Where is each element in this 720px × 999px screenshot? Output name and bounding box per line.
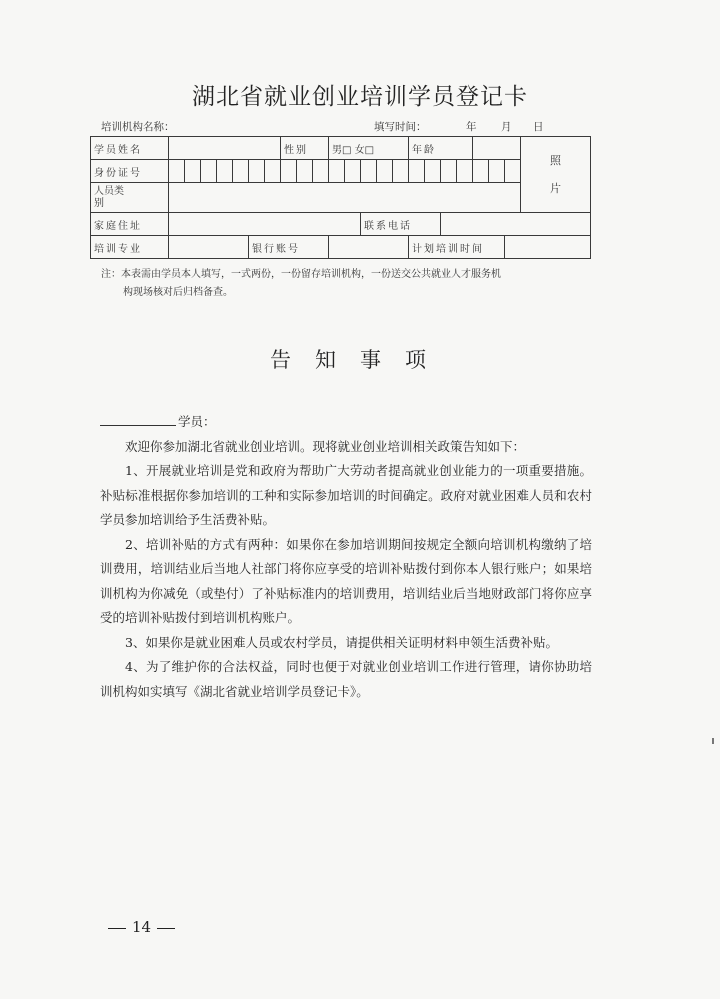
scan-edge-mark [712, 738, 714, 744]
id-digit-cell[interactable] [201, 160, 217, 183]
name-field[interactable] [169, 137, 281, 160]
id-digit-cell[interactable] [169, 160, 185, 183]
id-digit-cell[interactable] [329, 160, 345, 183]
major-field[interactable] [169, 236, 249, 259]
category-field[interactable] [169, 183, 521, 213]
address-label: 家庭住址 [91, 213, 169, 236]
fill-time-label: 填写时间： [374, 121, 427, 133]
id-digit-cell[interactable] [393, 160, 409, 183]
month-label: 月 [501, 121, 512, 133]
page-number-dash-right [157, 928, 175, 929]
planned-time-label: 计划培训时间 [409, 236, 505, 259]
note-line-2: 构现场核对后归档备查。 [123, 287, 233, 298]
notice-title: 告知事项 [270, 348, 450, 372]
paragraph-4: 4、为了维护你的合法权益，同时也便于对就业创业培训工作进行管理，请你协助培训机构如实填写《湖北省就业培训学员登记卡》。 [100, 659, 592, 699]
bank-account-label: 银行账号 [249, 236, 329, 259]
paragraph-2: 2、培训补贴的方式有两种：如果你在参加培训期间按规定全额向培训机构缴纳了培训费用，培训结业后当地人社部门将你应享受的培训补贴拨付到你本人银行账户；如果培训机构为你减免（或垫付）了补贴标准内的培训费用，培训结业后当地财政部门将你应享受的培训补贴拨付到培训机构账户。 [100, 536, 592, 625]
id-digit-cell[interactable] [345, 160, 361, 183]
paragraph-1: 1、开展就业培训是党和政府为帮助广大劳动者提高就业创业能力的一项重要措施。补贴标准根据你参加培训的工种和实际参加培训的时间确定。政府对就业困难人员和农村学员参加培训给予生活费补贴。 [100, 463, 592, 527]
id-digit-cell[interactable] [265, 160, 281, 183]
age-label: 年龄 [409, 137, 473, 160]
age-field[interactable] [473, 137, 521, 160]
form-note [101, 266, 596, 302]
photo-label-1: 照 [550, 153, 562, 167]
planned-time-field[interactable] [505, 236, 591, 259]
id-digit-cell[interactable] [249, 160, 265, 183]
bank-account-field[interactable] [329, 236, 409, 259]
form-meta [101, 119, 591, 135]
salutation-text: 学员： [178, 414, 216, 429]
id-digit-cell[interactable] [409, 160, 425, 183]
gender-options[interactable]: 男□ 女□ [329, 137, 409, 160]
phone-label: 联系电话 [361, 213, 441, 236]
notice-body [100, 410, 592, 704]
year-label: 年 [466, 121, 477, 133]
id-digit-cell[interactable] [185, 160, 201, 183]
id-digit-cell[interactable] [473, 160, 489, 183]
id-digit-cell[interactable] [377, 160, 393, 183]
salutation-line [100, 410, 592, 435]
id-digit-cell[interactable] [489, 160, 505, 183]
page-number [102, 918, 181, 936]
gender-label: 性别 [281, 137, 329, 160]
id-digit-cell[interactable] [441, 160, 457, 183]
form-title: 湖北省就业创业培训学员登记卡 [192, 84, 528, 110]
id-digit-cell[interactable] [297, 160, 313, 183]
registration-table [90, 136, 591, 259]
intro-paragraph: 欢迎你参加湖北省就业创业培训。现将就业创业培训相关政策告知如下： [125, 438, 526, 454]
id-number-label: 身份证号 [91, 160, 169, 183]
day-label: 日 [533, 121, 544, 133]
page-number-text: 14 [132, 918, 152, 936]
id-digit-cell[interactable] [505, 160, 521, 183]
id-digit-cell[interactable] [217, 160, 233, 183]
phone-field[interactable] [441, 213, 591, 236]
major-label: 培训专业 [91, 236, 169, 259]
id-digit-cell[interactable] [281, 160, 297, 183]
page-number-dash-left [108, 928, 126, 929]
id-digit-cell[interactable] [361, 160, 377, 183]
category-label-text: 人员类别 [94, 185, 124, 209]
id-digit-cell[interactable] [313, 160, 329, 183]
category-label [91, 183, 169, 213]
id-digit-cell[interactable] [425, 160, 441, 183]
address-field[interactable] [169, 213, 361, 236]
org-name-label: 培训机构名称： [101, 121, 175, 133]
id-digit-cell[interactable] [233, 160, 249, 183]
photo-label-2: 片 [550, 181, 562, 195]
name-label: 学员姓名 [91, 137, 169, 160]
photo-box [521, 137, 591, 213]
note-line-1: 注：本表需由学员本人填写，一式两份，一份留存培训机构，一份送交公共就业人才服务机 [101, 269, 501, 280]
student-name-blank[interactable] [100, 411, 176, 426]
id-digit-cell[interactable] [457, 160, 473, 183]
paragraph-3: 3、如果你是就业困难人员或农村学员，请提供相关证明材料申领生活费补贴。 [125, 634, 558, 650]
